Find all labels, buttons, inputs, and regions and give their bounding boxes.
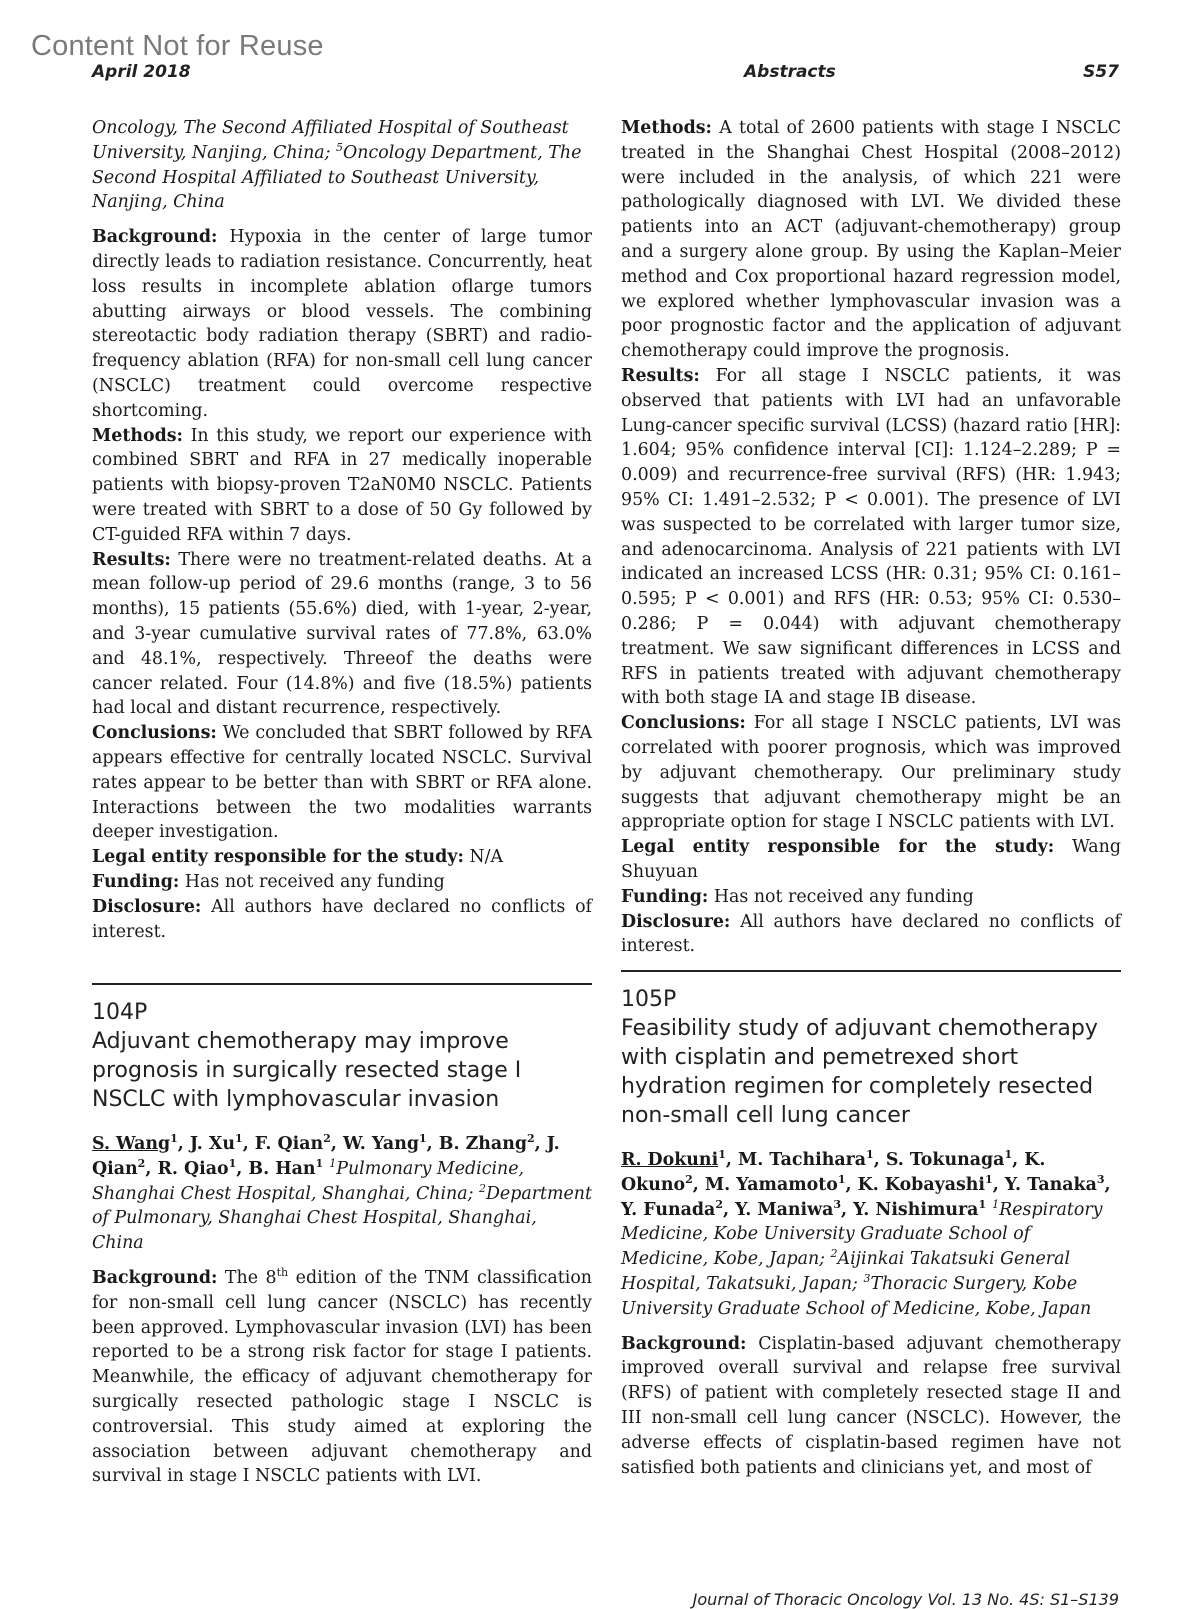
watermark: Content Not for Reuse (31, 30, 324, 62)
abstract-section (92, 721, 592, 845)
author-affiliation-mark: 1 (170, 1132, 178, 1146)
header-date: April 2018 (92, 62, 191, 82)
section-label: Funding: (621, 886, 709, 907)
section-text: All authors have declared no conflicts of interest. (92, 896, 592, 942)
author-affiliation-mark: 3 (1096, 1173, 1105, 1186)
section-text: A total of 2600 patients with stage I NSCLC treated in the Shanghai Chest Hospital (2008–2012) were included in the analysis, of which 221 were pathologically diagnosed with LVI. We divided these patients into an ACT (adjuvant-chemotherapy) group and a surgery alone group. By using the Kaplan–Meier method and Cox proportional hazard regression model, we explored whether lymphovascular invasion was a poor prognostic factor and the application of adjuvant chemotherapy could improve the prognosis. (621, 118, 1121, 362)
affiliation-mark: 2 (478, 1181, 486, 1195)
author-separator: , (845, 1174, 858, 1195)
section-label: Methods: (621, 118, 712, 138)
abstract-section (92, 895, 592, 945)
author-separator: , (242, 1134, 255, 1154)
abstract-section (621, 885, 1121, 910)
author-name: S. Wang (92, 1134, 171, 1154)
author-name: R. Dokuni (621, 1150, 719, 1170)
section-label: Background: (92, 227, 218, 248)
author-separator: , (725, 1150, 738, 1170)
section-text: N/A (463, 847, 504, 868)
section-label: Disclosure: (621, 911, 731, 932)
section-label: Conclusions: (92, 723, 217, 744)
author-name: M. Yamamoto (704, 1174, 838, 1195)
author-name: Y. Funada (621, 1199, 716, 1220)
section-text: All authors have declared no conflicts of interest. (621, 911, 1121, 957)
abstract-104-continued (621, 116, 1121, 959)
affiliation-text: Aijinkai Takatsuki General Hospital, Takatsuki, Japan; (621, 1249, 1071, 1294)
abstract-105p (621, 970, 1121, 1480)
affiliation-text: Respiratory Medicine, Kobe University Graduate School of Medicine, Kobe, Japan; (621, 1199, 1103, 1270)
abstract-section (621, 711, 1121, 835)
author-name: W. Yang (342, 1134, 420, 1154)
section-label: Legal entity responsible for the study: (92, 847, 464, 868)
author-affiliation-mark: 1 (228, 1157, 237, 1170)
author-affiliation-mark: 1 (315, 1157, 324, 1170)
author-separator: , (145, 1158, 158, 1179)
author-name: F. Qian (254, 1134, 324, 1154)
author-affiliation-mark: 1 (837, 1173, 846, 1186)
author-separator: , (236, 1158, 249, 1179)
author-separator: , (992, 1174, 1005, 1195)
abstract-section (621, 910, 1121, 960)
affiliation-mark: 1 (992, 1197, 1000, 1211)
affiliation-text: Department of Pulmonary, Shanghai Chest Hospital, Shanghai, China (92, 1183, 592, 1254)
abstract-section (92, 548, 592, 722)
author-separator: , (722, 1199, 736, 1220)
author-separator: , (841, 1199, 854, 1220)
author-separator: , (1104, 1174, 1111, 1195)
author-affiliation-mark: 3 (833, 1197, 842, 1211)
author-name: J. Xu (189, 1134, 236, 1154)
author-name: S. Tokunaga (885, 1150, 1005, 1170)
author-affiliation-mark: 1 (978, 1197, 987, 1211)
author-separator: , (1012, 1150, 1025, 1170)
abstract-section (621, 116, 1121, 364)
author-separator: , (534, 1134, 547, 1154)
abstract-title: Feasibility study of adjuvant chemotherapy with cisplatin and pemetrexed short hydration regimen for completely resected non-small cell lung cancer (621, 1016, 1098, 1128)
author-affiliation-mark: 1 (866, 1148, 874, 1162)
right-column (621, 116, 1121, 959)
abstract-number: 104P (92, 1000, 148, 1025)
author-affiliation-mark: 1 (985, 1173, 993, 1186)
affiliation-mark: 3 (863, 1272, 871, 1286)
author-name: B. Han (248, 1158, 316, 1179)
section-label: Disclosure: (92, 896, 202, 917)
affiliation-continued: Oncology, The Second Affiliated Hospital of Southeast University, Nanjing, China; $^5$Oncology Department, The Second Hospital Affiliated to Southeast University, Nanjing, China (92, 118, 582, 213)
abstract-103-body (92, 225, 592, 944)
abstract-section (621, 835, 1121, 885)
author-separator: , (330, 1134, 343, 1154)
author-affiliation-mark: 2 (137, 1157, 146, 1170)
section-text: We concluded that SBRT followed by RFA appears effective for centrally located NSCLC. Survival rates appear to be better than with SBRT or RFA alone. Interactions between the two modalities warrants deeper investigation. (92, 723, 592, 843)
author-list (621, 1148, 1121, 1322)
section-text: Wang Shuyuan (621, 837, 1122, 882)
abstract-section (92, 845, 592, 870)
section-text: Hypoxia in the center of large tumor directly leads to radiation resistance. Concurrently, heat loss results in incomplete ablation oflarge tumors abutting airways or blood vessels. The combining stereotactic body radiation therapy (SBRT) and radio-frequency ablation (RFA) for non-small cell lung cancer (NSCLC) treatment could overcome respective shortcoming. (92, 227, 592, 421)
author-affiliation-mark: 2 (715, 1197, 723, 1211)
author-name: R. Qiao (157, 1158, 229, 1179)
section-text: Has not received any funding (708, 886, 974, 907)
abstract-section (621, 364, 1121, 711)
header-section: Abstracts (744, 62, 836, 82)
author-affiliation-mark: 2 (685, 1173, 693, 1186)
author-separator: , (692, 1174, 705, 1195)
abstract-background: Background: The 8th edition of the TNM classification for non-small cell lung cancer (NSCLC) has recently been approved. Lymphovascular invasion (LVI) has been reported to be a strong risk factor for stage I patients. Meanwhile, the efficacy of adjuvant chemotherapy for surgically resected pathologic stage I NSCLC is controversial. This study aimed at exploring the association between adjuvant chemotherapy and survival in stage I NSCLC patients with LVI. (92, 1266, 592, 1487)
section-text: There were no treatment-related deaths. At a mean follow-up period of 29.6 months (range, 3 to 56 months), 15 patients (55.6%) died, with 1-year, 2-year, and 3-year cumulative survival rates of 77.8%, 63.0% and 48.1%, respectively. Threeof the deaths were cancer related. Four (14.8%) and five (18.5%) patients had local and distant recurrence, respectively. (92, 549, 592, 719)
section-label: Legal entity responsible for the study: (621, 837, 1055, 858)
section-text: Has not received any funding (179, 871, 445, 892)
affiliation-mark: 2 (830, 1247, 838, 1261)
abstract-background: Background: Cisplatin-based adjuvant chemotherapy improved overall survival and relapse free survival (RFS) of patient with completely resected stage II and III non-small cell lung cancer (NSCLC). However, the adverse effects of cisplatin-based regimen have not satisfied both patients and clinicians yet, and most of (621, 1333, 1121, 1478)
section-label: Results: (92, 549, 171, 570)
left-column (92, 116, 592, 944)
affiliation-text: Pulmonary Medicine, Shanghai Chest Hospital, Shanghai, China; (92, 1158, 525, 1204)
abstract-104p (92, 983, 592, 1489)
author-name: Y. Nishimura (853, 1199, 979, 1220)
header-page-number: S57 (1083, 62, 1119, 82)
abstract-number: 105P (621, 987, 677, 1012)
section-text: For all stage I NSCLC patients, it was observed that patients with LVI had an unfavorable Lung-cancer specific survival (LCSS) (hazard ratio [HR]: 1.604; 95% confidence interval [CI]: 1.124–2.289; P = 0.009) and recurrence-free survival (RFS) (HR: 1.943; 95% CI: 1.491–2.532; P < 0.001). The presence of LVI was suspected to be correlated with larger tumor size, and adenocarcinoma. Analysis of 221 patients with LVI indicated an increased LCSS (HR: 0.31; 95% CI: 0.161–0.595; P < 0.001) and RFS (HR: 0.53; 95% CI: 0.530–0.286; P = 0.044) with adjuvant chemotherapy treatment. We saw significant differences in LCSS and RFS in patients treated with adjuvant chemotherapy with both stage IA and stage IB disease. (621, 365, 1121, 709)
author-name: M. Tachihara (737, 1150, 867, 1170)
author-name: Y. Maniwa (735, 1199, 834, 1220)
author-name: J. Qian (92, 1134, 560, 1179)
author-affiliation-mark: 2 (527, 1132, 535, 1146)
author-name: K. Kobayashi (857, 1174, 986, 1195)
abstract-title: Adjuvant chemotherapy may improve prognosis in surgically resected stage I NSCLC with lymphovascular invasion (92, 1029, 522, 1112)
affiliation-text: Thoracic Surgery, Kobe University Graduate School of Medicine, Kobe, Japan (621, 1273, 1092, 1319)
author-list (92, 1132, 592, 1256)
author-affiliation-mark: 1 (235, 1132, 243, 1146)
section-rule (621, 970, 1121, 972)
section-label: Results: (621, 365, 700, 386)
author-affiliation-mark: 1 (419, 1132, 427, 1146)
section-label: Methods: (92, 425, 183, 446)
section-text: In this study, we report our experience with combined SBRT and RFA in 27 medically inoperable patients with biopsy-proven T2aN0M0 NSCLC. Patients were treated with SBRT to a dose of 50 Gy followed by CT-guided RFA within 7 days. (92, 425, 592, 545)
author-name: Y. Tanaka (1004, 1174, 1097, 1195)
abstract-section (92, 870, 592, 895)
author-separator: , (177, 1134, 190, 1154)
section-text: For all stage I NSCLC patients, LVI was correlated with poorer prognosis, which was improved by adjuvant chemotherapy. Our preliminary study suggests that adjuvant chemotherapy might be an appropriate option for stage I NSCLC patients with LVI. (621, 713, 1121, 833)
author-affiliation-mark: 1 (718, 1148, 726, 1162)
journal-footer: Journal of Thoracic Oncology Vol. 13 No. 4S: S1–S139 (692, 1590, 1119, 1609)
abstract-section (92, 424, 592, 548)
author-separator: , (873, 1150, 886, 1170)
author-name: K. Okuno (621, 1150, 1046, 1195)
abstract-section (92, 225, 592, 423)
section-rule (92, 983, 592, 985)
section-label: Funding: (92, 871, 180, 892)
section-label: Conclusions: (621, 713, 746, 734)
affiliation-mark: 1 (329, 1157, 337, 1170)
author-name: B. Zhang (438, 1134, 527, 1154)
author-affiliation-mark: 2 (323, 1132, 331, 1146)
author-separator: , (426, 1134, 439, 1154)
author-affiliation-mark: 1 (1004, 1148, 1013, 1162)
